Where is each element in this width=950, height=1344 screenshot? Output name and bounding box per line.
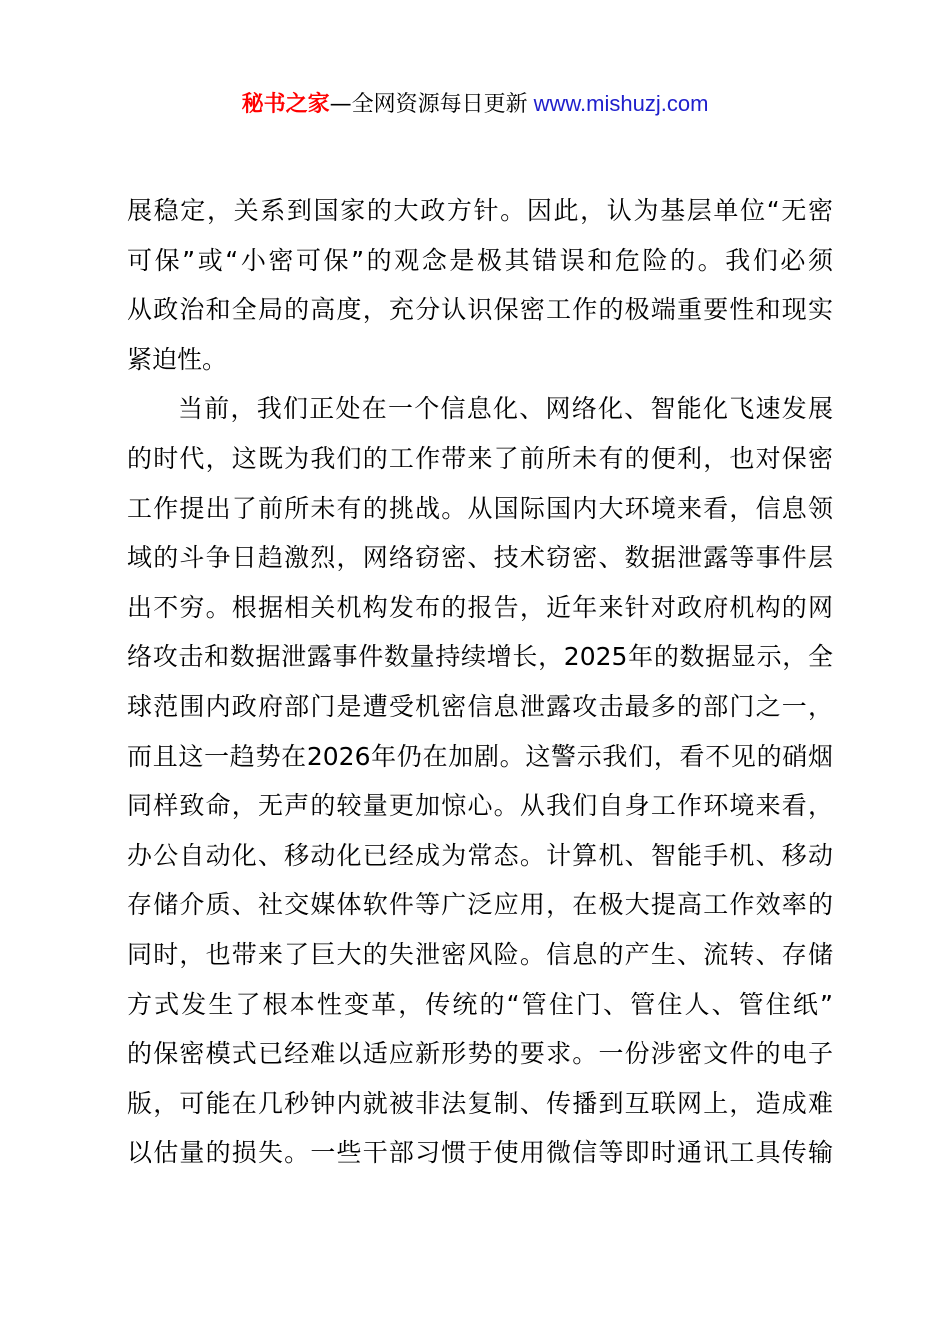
- brand-name: 秘书之家: [241, 92, 330, 117]
- text-line: 的时代，这既为我们的工作带来了前所未有的便利，也对保密: [127, 443, 833, 473]
- text-line: 工作提出了前所未有的挑战。从国际国内大环境来看，信息领: [127, 493, 833, 523]
- text-line: 方式发生了根本性变革，传统的“管住门、管住人、管住纸”: [127, 989, 833, 1019]
- text-line: 出不穷。根据相关机构发布的报告，近年来针对政府机构的网: [127, 592, 833, 622]
- text-line: 而且这一趋势在2026年仍在加剧。这警示我们，看不见的硝烟: [127, 741, 833, 771]
- site-url-link[interactable]: www.mishuzj.com: [533, 91, 709, 116]
- paragraph-first-line: 当前，我们正处在一个信息化、网络化、智能化飞速发展: [178, 394, 833, 424]
- text-line: 同样致命，无声的较量更加惊心。从我们自身工作环境来看，: [127, 791, 833, 821]
- text-line: 以估量的损失。一些干部习惯于使用微信等即时通讯工具传输: [127, 1138, 833, 1168]
- text-line: 从政治和全局的高度，充分认识保密工作的极端重要性和现实: [127, 295, 833, 325]
- text-line: 存储介质、社交媒体软件等广泛应用，在极大提高工作效率的: [127, 890, 833, 920]
- text-line: 版，可能在几秒钟内就被非法复制、传播到互联网上，造成难: [127, 1088, 833, 1118]
- text-line: 可保”或“小密可保”的观念是极其错误和危险的。我们必须: [127, 245, 833, 275]
- text-line: 络攻击和数据泄露事件数量持续增长，2025年的数据显示，全: [127, 642, 833, 672]
- text-line: 展稳定，关系到国家的大政方针。因此，认为基层单位“无密: [127, 196, 833, 225]
- document-body: [127, 186, 833, 1178]
- header-slogan: —全网资源每日更新: [329, 92, 528, 117]
- site-header: [0, 86, 950, 123]
- text-line: 域的斗争日趋激烈，网络窃密、技术窃密、数据泄露等事件层: [127, 543, 833, 573]
- text-line: 的保密模式已经难以适应新形势的要求。一份涉密文件的电子: [127, 1039, 833, 1069]
- text-line: 紧迫性。: [127, 344, 228, 374]
- text-line: 球范围内政府部门是遭受机密信息泄露攻击最多的部门之一，: [127, 691, 833, 721]
- text-line: 办公自动化、移动化已经成为常态。计算机、智能手机、移动: [127, 840, 833, 870]
- text-line: 同时，也带来了巨大的失泄密风险。信息的产生、流转、存储: [127, 939, 833, 969]
